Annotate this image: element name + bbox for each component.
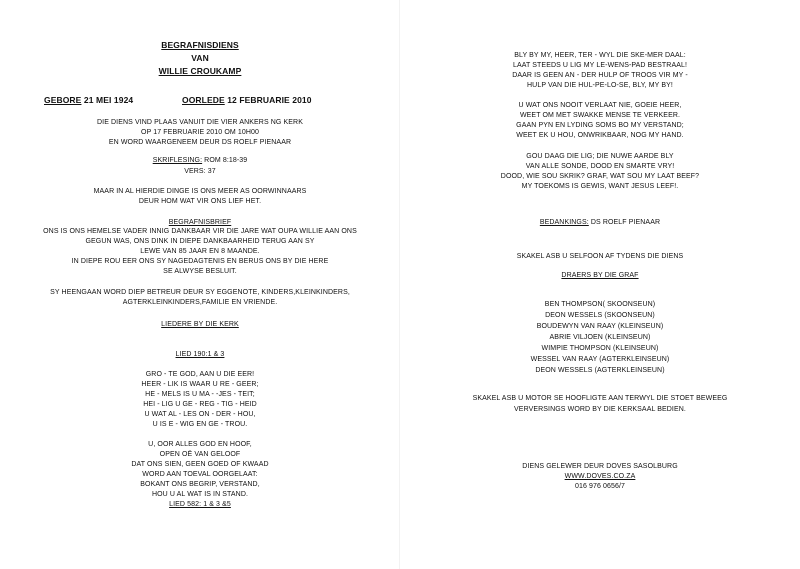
hymn-line: WEET OM MET SWAKKE MENSE TE VERKEER. (519, 112, 681, 119)
hymn-line: HULP VAN DIE HUL-PE-LO-SE, BLY, MY BY! (527, 82, 673, 89)
death-value: 12 FEBRUARIE 2010 (227, 95, 312, 105)
hymn-line: LAAT STEEDS U LIG MY LE-WENS-PAD BESTRAAL! (512, 62, 688, 69)
bearer-item: BEN THOMPSON( SKOONSEUN) (544, 301, 656, 308)
letter-line: GEGUN WAS, ONS DINK IN DIEPE DANKBAARHEID TERUG AAN SY (85, 238, 315, 245)
service-line: EN WORD WAARGENEEM DEUR DS ROELF PIENAAR (108, 139, 292, 146)
letter-heading: BEGRAFNISBRIEF (168, 219, 232, 226)
letter-line: IN DIEPE ROU EER ONS SY NAGEDAGTENIS EN BERUS ONS BY DIE HERE (71, 258, 329, 265)
letter-line: ONS IS ONS HEMELSE VADER INNIG DANKBAAR VIR DIE JARE WAT OUPA WILLIE AAN ONS (43, 228, 357, 235)
survivors-line: SY HEENGAAN WORD DIEP BETREUR DEUR SY EGGENOTE, KINDERS,KLEINKINDERS, (50, 289, 350, 296)
hymn-line: HEER - LIK IS WAAR U RE - GEER; (141, 381, 259, 388)
hymn-line: VAN ALLE SONDE, DOOD EN SMARTE VRY! (525, 163, 675, 170)
service-line: OP 17 FEBRUARIE 2010 OM 10H00 (141, 129, 259, 136)
hymn-line: DOOD, WIE SOU SKRIK? GRAF, WAT SOU MY LAAT BEEF? (500, 173, 700, 180)
deceased-name: WILLIE CROUKAMP (158, 66, 242, 76)
quote-line: DEUR HOM WAT VIR ONS LIEF HET. (138, 198, 262, 205)
service-line: DIE DIENS VIND PLAAS VANUIT DIE VIER ANKERS NG KERK (97, 119, 303, 126)
right-page (400, 0, 800, 569)
scripture-reading (0, 156, 400, 165)
birth-date (44, 96, 133, 105)
footer-phone: 016 976 0656/7 (574, 483, 626, 490)
birth-value: 21 MEI 1924 (83, 95, 134, 105)
title-line-2: VAN (191, 53, 209, 63)
hymn-line: WEET EK U HOU, ONWRIKBAAR, NOG MY HAND. (516, 132, 684, 139)
hymn-line: GOU DAAG DIE LIG; DIE NUWE AARDE BLY (526, 153, 674, 160)
bearer-item: ABRIE VILJOEN (KLEINSEUN) (549, 334, 651, 341)
footer-website: WWW.DOVES.CO.ZA (564, 473, 636, 480)
hymn-line: DAAR IS GEEN AN - DER HULP OF TROOS VIR MY - (512, 72, 688, 79)
notice-line: VERVERSINGS WORD BY DIE KERKSAAL BEDIEN. (514, 406, 686, 413)
hymn-line: BOKANT ONS BEGRIP, VERSTAND, (140, 481, 260, 488)
death-date (182, 96, 312, 105)
birth-label: GEBORE (44, 95, 82, 105)
scripture-label: SKRIFLESING: (152, 157, 203, 164)
bearer-item: DEON WESSELS (AGTERKLEINSEUN) (535, 367, 665, 374)
hymn-line: U WAT AL - LES ON - DER - HOU, (144, 411, 256, 418)
hymn-line: HEI - LIG U GE - REG - TIG - HEID (143, 401, 257, 408)
quote-line: MAAR IN AL HIERDIE DINGE IS ONS MEER AS OORWINNAARS (93, 188, 307, 195)
hymn-1-heading: LIED 190:1 & 3 (175, 351, 225, 358)
hymn-line: DAT ONS SIEN, GEEN GOED OF KWAAD (131, 461, 269, 468)
hymn-line: GRO - TE GOD, AAN U DIE EER! (145, 371, 255, 378)
bearer-item: DEON WESSELS (SKOONSEUN) (545, 312, 655, 319)
letter-line: SE ALWYSE BESLUIT. (163, 268, 237, 275)
hymn-line: U WAT ONS NOOIT VERLAAT NIE, GOEIE HEER, (518, 102, 682, 109)
phones-note: SKAKEL ASB U SELFOON AF TYDENS DIE DIENS (516, 253, 684, 260)
thanks-line (400, 218, 800, 227)
letter-line: LEWE VAN 85 JAAR EN 8 MAANDE. (140, 248, 260, 255)
bearer-item: WESSEL VAN RAAY (AGTERKLEINSEUN) (530, 356, 670, 363)
hymn-line: BLY BY MY, HEER, TER - WYL DIE SKE-MER DAAL: (514, 52, 686, 59)
hymn-line: WORD AAN TOEVAL OORGELAAT: (142, 471, 258, 478)
thanks-name: DS ROELF PIENAAR (590, 219, 661, 226)
hymn-line: HE - MELS IS U MA - -JES - TEIT; (145, 391, 255, 398)
death-label: OORLEDE (182, 95, 225, 105)
notice-line: SKAKEL ASB U MOTOR SE HOOFLIGTE AAN TERWYL DIE STOET BEWEEG (472, 395, 728, 402)
bearer-item: BOUDEWYN VAN RAAY (KLEINSEUN) (536, 323, 664, 330)
bearer-item: WIMPIE THOMPSON (KLEINSEUN) (541, 345, 659, 352)
hymn-line: OPEN OË VAN GELOOF (159, 451, 241, 458)
scripture-ref: ROM 8:18-39 (204, 157, 248, 164)
title-line-1: BEGRAFNISDIENS (161, 40, 239, 50)
hymn-2-heading: LIED 582: 1 & 3 &5 (169, 501, 231, 508)
songs-heading: LIEDERE BY DIE KERK (161, 321, 239, 328)
bearers-heading: DRAERS BY DIE GRAF (561, 272, 639, 279)
hymn-line: U, OOR ALLES GOD EN HOOF, (148, 441, 252, 448)
hymn-line: HOU U AL WAT IS IN STAND. (151, 491, 249, 498)
hymn-line: MY TOEKOMS IS GEWIS, WANT JESUS LEEF!. (521, 183, 679, 190)
thanks-label: BEDANKINGS: (539, 219, 589, 226)
verse-ref: VERS: 37 (184, 168, 216, 175)
footer-line: DIENS GELEWER DEUR DOVES SASOLBURG (522, 463, 678, 470)
survivors-line: AGTERKLEINKINDERS,FAMILIE EN VRIENDE. (122, 299, 278, 306)
hymn-line: U IS E - WIG EN GE - TROU. (152, 421, 248, 428)
hymn-line: GAAN PYN EN LYDING SOMS BO MY VERSTAND; (516, 122, 684, 129)
